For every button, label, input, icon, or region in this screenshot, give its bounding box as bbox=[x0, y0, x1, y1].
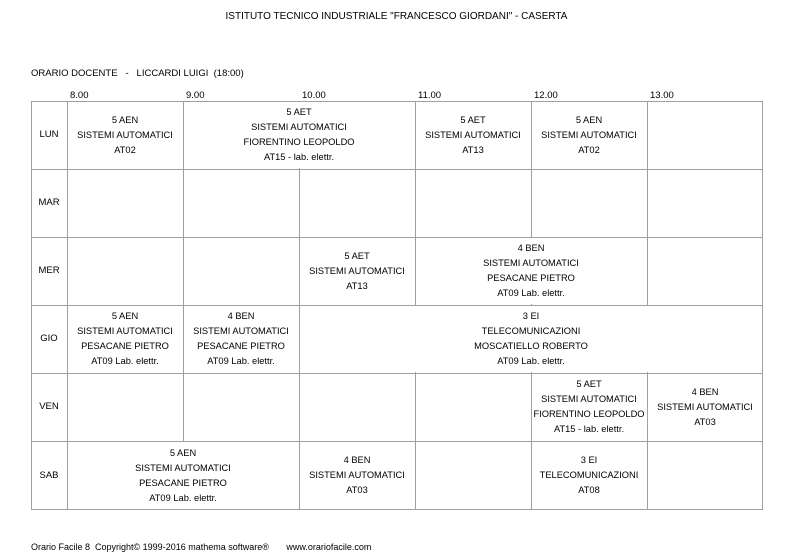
lesson-line: SISTEMI AUTOMATICI bbox=[135, 462, 231, 473]
lesson-line: AT09 Lab. elettr. bbox=[91, 356, 159, 366]
lesson-cell bbox=[300, 306, 762, 372]
lesson-line: PESACANE PIETRO bbox=[197, 341, 285, 351]
lesson-cell bbox=[300, 442, 414, 509]
lesson-line: AT09 Lab. elettr. bbox=[497, 356, 565, 366]
lesson-line: SISTEMI AUTOMATICI bbox=[425, 129, 521, 140]
lesson-line: AT13 bbox=[346, 280, 368, 291]
time-label: 10.00 bbox=[302, 90, 326, 101]
lesson-class: 4 BEN bbox=[517, 243, 545, 253]
lesson-class: 5 AET bbox=[576, 379, 602, 389]
lesson-class: 3 EI bbox=[522, 311, 540, 321]
lesson-line: AT02 bbox=[578, 144, 600, 155]
lesson-cell bbox=[184, 306, 298, 372]
lesson-cell bbox=[532, 374, 646, 440]
lesson-line: SISTEMI AUTOMATICI bbox=[483, 258, 579, 268]
lesson-cell bbox=[532, 102, 646, 168]
school-title: ISTITUTO TECNICO INDUSTRIALE "FRANCESCO GIORDANI" - CASERTA bbox=[225, 11, 568, 22]
lesson-line: PESACANE PIETRO bbox=[139, 477, 227, 488]
lesson-cell bbox=[532, 442, 646, 509]
lesson-line: SISTEMI AUTOMATICI bbox=[77, 326, 173, 336]
lesson-class: 4 BEN bbox=[691, 386, 719, 397]
time-label: 11.00 bbox=[418, 90, 442, 101]
lesson-line: AT09 Lab. elettr. bbox=[497, 288, 565, 298]
lesson-line: PESACANE PIETRO bbox=[487, 273, 575, 283]
lesson-cell bbox=[68, 442, 298, 509]
lesson-class: 3 EI bbox=[580, 455, 598, 465]
lesson-class: 4 BEN bbox=[227, 311, 255, 321]
lesson-cell bbox=[416, 102, 530, 168]
lesson-cell bbox=[184, 102, 414, 168]
day-label: GIO bbox=[40, 333, 58, 344]
lesson-line: SISTEMI AUTOMATICI bbox=[541, 129, 637, 140]
lesson-line: SISTEMI AUTOMATICI bbox=[309, 470, 405, 480]
lesson-line: PESACANE PIETRO bbox=[81, 341, 169, 351]
lesson-line: FIORENTINO LEOPOLDO bbox=[533, 409, 645, 419]
lesson-line: SISTEMI AUTOMATICI bbox=[309, 265, 405, 276]
lesson-cell bbox=[68, 102, 182, 168]
lesson-class: 4 BEN bbox=[343, 455, 371, 465]
lesson-line: SISTEMI AUTOMATICI bbox=[657, 401, 753, 412]
day-label: MAR bbox=[38, 197, 60, 208]
lesson-line: AT15 - lab. elettr. bbox=[553, 424, 625, 434]
teacher-line: ORARIO DOCENTE - LICCARDI LUIGI (18:00) bbox=[31, 68, 244, 79]
grid-row-line bbox=[32, 169, 762, 170]
lesson-line: SISTEMI AUTOMATICI bbox=[251, 122, 347, 132]
lesson-line: SISTEMI AUTOMATICI bbox=[193, 326, 289, 336]
day-label: VEN bbox=[39, 401, 59, 412]
lesson-cell bbox=[648, 374, 762, 440]
lesson-line: MOSCATIELLO ROBERTO bbox=[474, 341, 588, 351]
day-label: LUN bbox=[39, 129, 59, 140]
lesson-line: AT15 - lab. elettr. bbox=[263, 152, 335, 162]
lesson-line: AT03 bbox=[694, 416, 716, 427]
day-label: SAB bbox=[39, 469, 59, 481]
lesson-class: 5 AEN bbox=[111, 311, 139, 321]
time-label: 9.00 bbox=[186, 90, 205, 101]
lesson-class: 5 AEN bbox=[575, 114, 603, 125]
lesson-class: 5 AET bbox=[460, 114, 486, 125]
lesson-line: TELECOMUNICAZIONI bbox=[539, 470, 639, 480]
lesson-class: 5 AET bbox=[344, 250, 370, 261]
lesson-class: 5 AET bbox=[286, 107, 312, 117]
lesson-line: AT02 bbox=[114, 144, 136, 155]
day-label: MER bbox=[38, 265, 60, 276]
lesson-line: AT13 bbox=[462, 144, 484, 155]
lesson-line: AT09 Lab. elettr. bbox=[149, 492, 217, 503]
lesson-cell bbox=[416, 238, 646, 304]
lesson-line: AT09 Lab. elettr. bbox=[207, 356, 275, 366]
lesson-line: SISTEMI AUTOMATICI bbox=[541, 394, 637, 404]
lesson-cell bbox=[68, 306, 182, 372]
lesson-cell bbox=[300, 238, 414, 304]
lesson-line: AT03 bbox=[346, 485, 368, 495]
time-label: 13.00 bbox=[650, 90, 674, 101]
lesson-class: 5 AEN bbox=[169, 447, 197, 458]
lesson-line: TELECOMUNICAZIONI bbox=[481, 326, 581, 336]
time-label: 12.00 bbox=[534, 90, 558, 101]
lesson-line: SISTEMI AUTOMATICI bbox=[77, 129, 173, 140]
lesson-class: 5 AEN bbox=[111, 114, 139, 125]
time-label: 8.00 bbox=[70, 90, 89, 101]
lesson-line: FIORENTINO LEOPOLDO bbox=[243, 137, 355, 147]
footer-copyright: Orario Facile 8 Copyright© 1999-2016 mathema software® www.orariofacile.com bbox=[31, 542, 372, 552]
lesson-line: AT08 bbox=[578, 485, 600, 495]
